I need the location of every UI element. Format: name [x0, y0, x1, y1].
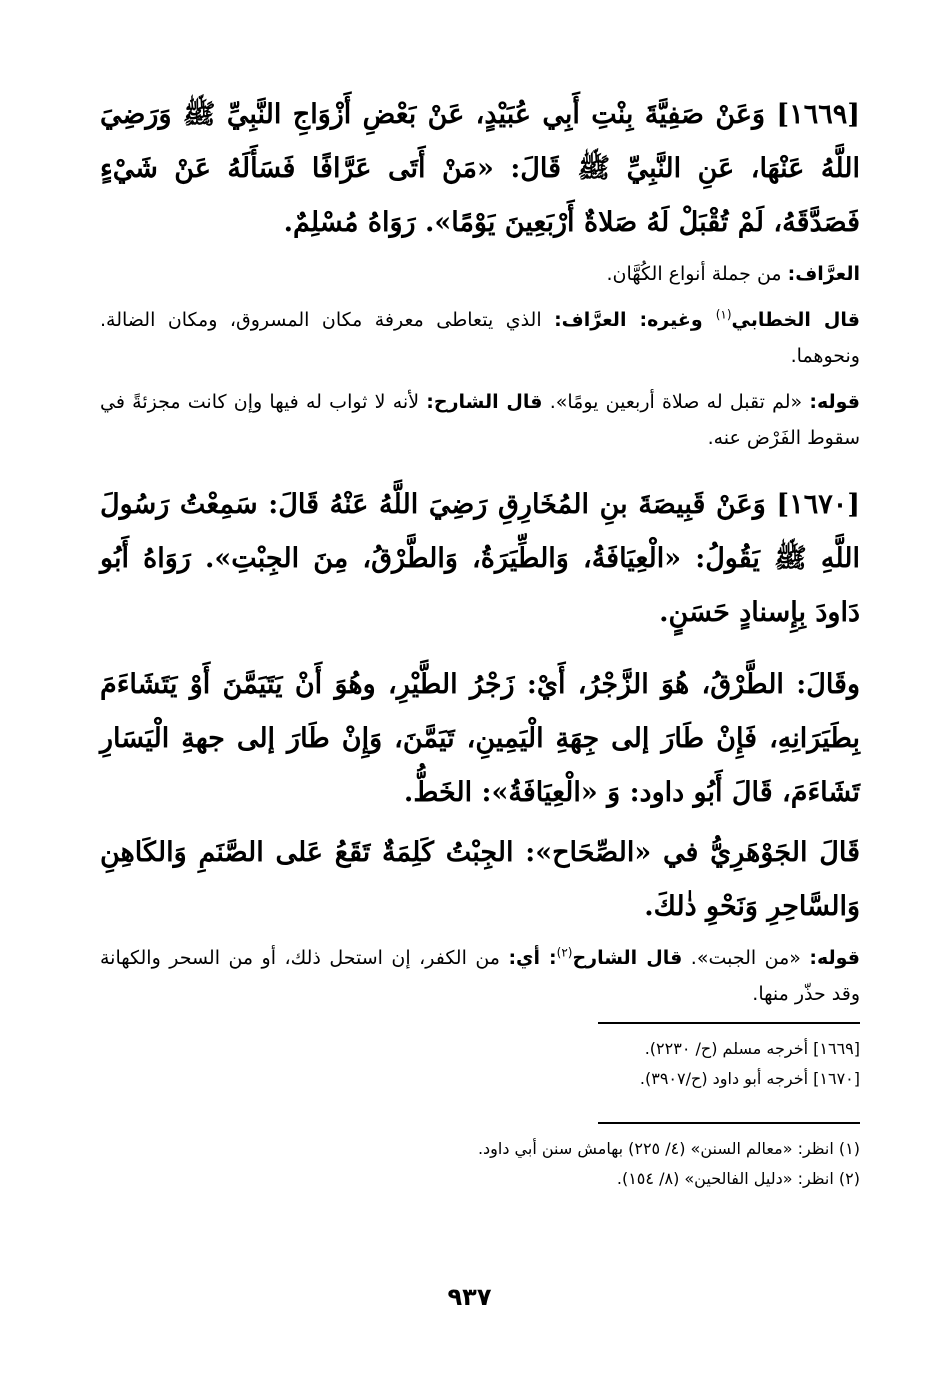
- spacer: [100, 646, 860, 658]
- note-qawluh-2: [100, 940, 860, 1012]
- note-khattabi-text: الذي يتعاطى معرفة مكان المسروق، ومكان الضالة. ونحوهما.: [100, 309, 860, 367]
- khattabi-label: قال الخطابي: [731, 309, 860, 331]
- para-jawhari: قَالَ الجَوْهَرِيُّ في «الصِّحَاح»: الجِبْتُ كَلِمَةٌ تَقَعُ عَلى الصَّنَمِ وَالكَاهِنِ وَالسَّاحِرِ وَنَحْوِ ذٰلكَ.: [100, 837, 860, 922]
- page-body: [100, 88, 860, 1194]
- sharih-label-1: قال الشارح:: [426, 391, 543, 413]
- footnote-2: (٢) انظر: «دليل الفالحين» (٨/ ١٥٤).: [616, 1169, 860, 1188]
- qawluh-label-2: قوله:: [809, 947, 860, 969]
- hadith-1670: [١٦٧٠] وَعَنْ قَبِيصَةَ بنِ المُخَارِقِ رَضِيَ اللَّهُ عَنْهُ قَالَ: سَمِعْتُ رَسُولَ اللَّهِ ﷺ يَقُولُ: «الْعِيَافَةُ، وَالطِّيَرَةُ، وَالطَّرْقُ، مِنَ الجِبْتِ». رَوَاهُ أَبُو دَاودَ بِإِسنادٍ حَسَنٍ.: [100, 489, 860, 628]
- takhrij-divider: [598, 1022, 860, 1024]
- note-arraf: [100, 256, 860, 292]
- spacer: [100, 1094, 860, 1114]
- term-arraf: العرَّاف:: [787, 263, 860, 285]
- para-tarq: وقَالَ: الطَّرْقُ، هُوَ الزَّجْرُ، أَيْ: زَجْرُ الطَّيْرِ، وهُوَ أَنْ يَتَيَمَّنَ أَوْ يَتَشَاءَمَ بِطَيَرَانِهِ، فَإِنْ طَارَ إلى جِهَةِ الْيَمِينِ، تَيَمَّنَ، وَإِنْ طَارَ إلى جهةِ الْيَسَارِ تَشَاءَمَ، قَالَ أَبُو داود: وَ «الْعِيَافَةُ»: الخَطُّ.: [100, 669, 860, 808]
- qawluh-text-1: لأنه لا ثواب له فيها وإن كانت مجزئةً في سقوط الفَرْض عنه.: [100, 391, 860, 449]
- hadith-1669: [١٦٦٩] وَعَنْ صَفِيَّةَ بِنْتِ أَبِي عُبَيْدٍ، عَنْ بَعْضِ أَزْوَاجِ النَّبِيِّ ﷺ وَرَضِيَ اللَّهُ عَنْهَا، عَنِ النَّبِيِّ ﷺ قَالَ: «مَنْ أَتَى عَرَّافًا فَسَأَلَهُ عَنْ شَيْءٍ فَصَدَّقَهُ، لَمْ تُقْبَلْ لَهُ صَلاةٌ أَرْبَعِينَ يَوْمًا». رَوَاهُ مُسْلِمٌ.: [100, 99, 860, 238]
- page-number: ٩٣٧: [447, 1283, 492, 1311]
- qawluh-text-2: من الكفر، إن استحل ذلك، أو من السحر والكهانة وقد حذّر منها.: [100, 947, 860, 1005]
- footnote-1: (١) انظر: «معالم السنن» (٤/ ٢٢٥) بهامش سنن أبي داود.: [477, 1139, 860, 1158]
- term-arraf-2: العرَّاف:: [554, 309, 627, 331]
- spacer: [100, 466, 860, 478]
- footnote-ref-1[interactable]: (١): [715, 307, 732, 322]
- qawluh-quote-2: «من الجبت».: [682, 947, 810, 969]
- khattabi-mid: وغيره:: [626, 309, 716, 331]
- ay-label: : أي:: [508, 947, 557, 969]
- qawluh-quote-1: «لم تقبل له صلاة أربعين يومًا».: [542, 391, 810, 413]
- takhrij-1669: [١٦٦٩] أخرجه مسلم (ح/ ٢٢٣٠).: [644, 1039, 860, 1058]
- note-qawluh-1: [100, 384, 860, 456]
- note-arraf-text: من جملة أنواع الكُهَّان.: [606, 263, 788, 285]
- takhrij-1670: [١٦٧٠] أخرجه أبو داود (ح/٣٩٠٧).: [639, 1069, 860, 1088]
- note-khattabi: [100, 302, 860, 374]
- sharih-label-2: قال الشارح: [572, 947, 683, 969]
- footnote-ref-2[interactable]: (٢): [556, 945, 573, 960]
- footnotes-divider: [598, 1122, 860, 1124]
- qawluh-label-1: قوله:: [809, 391, 860, 413]
